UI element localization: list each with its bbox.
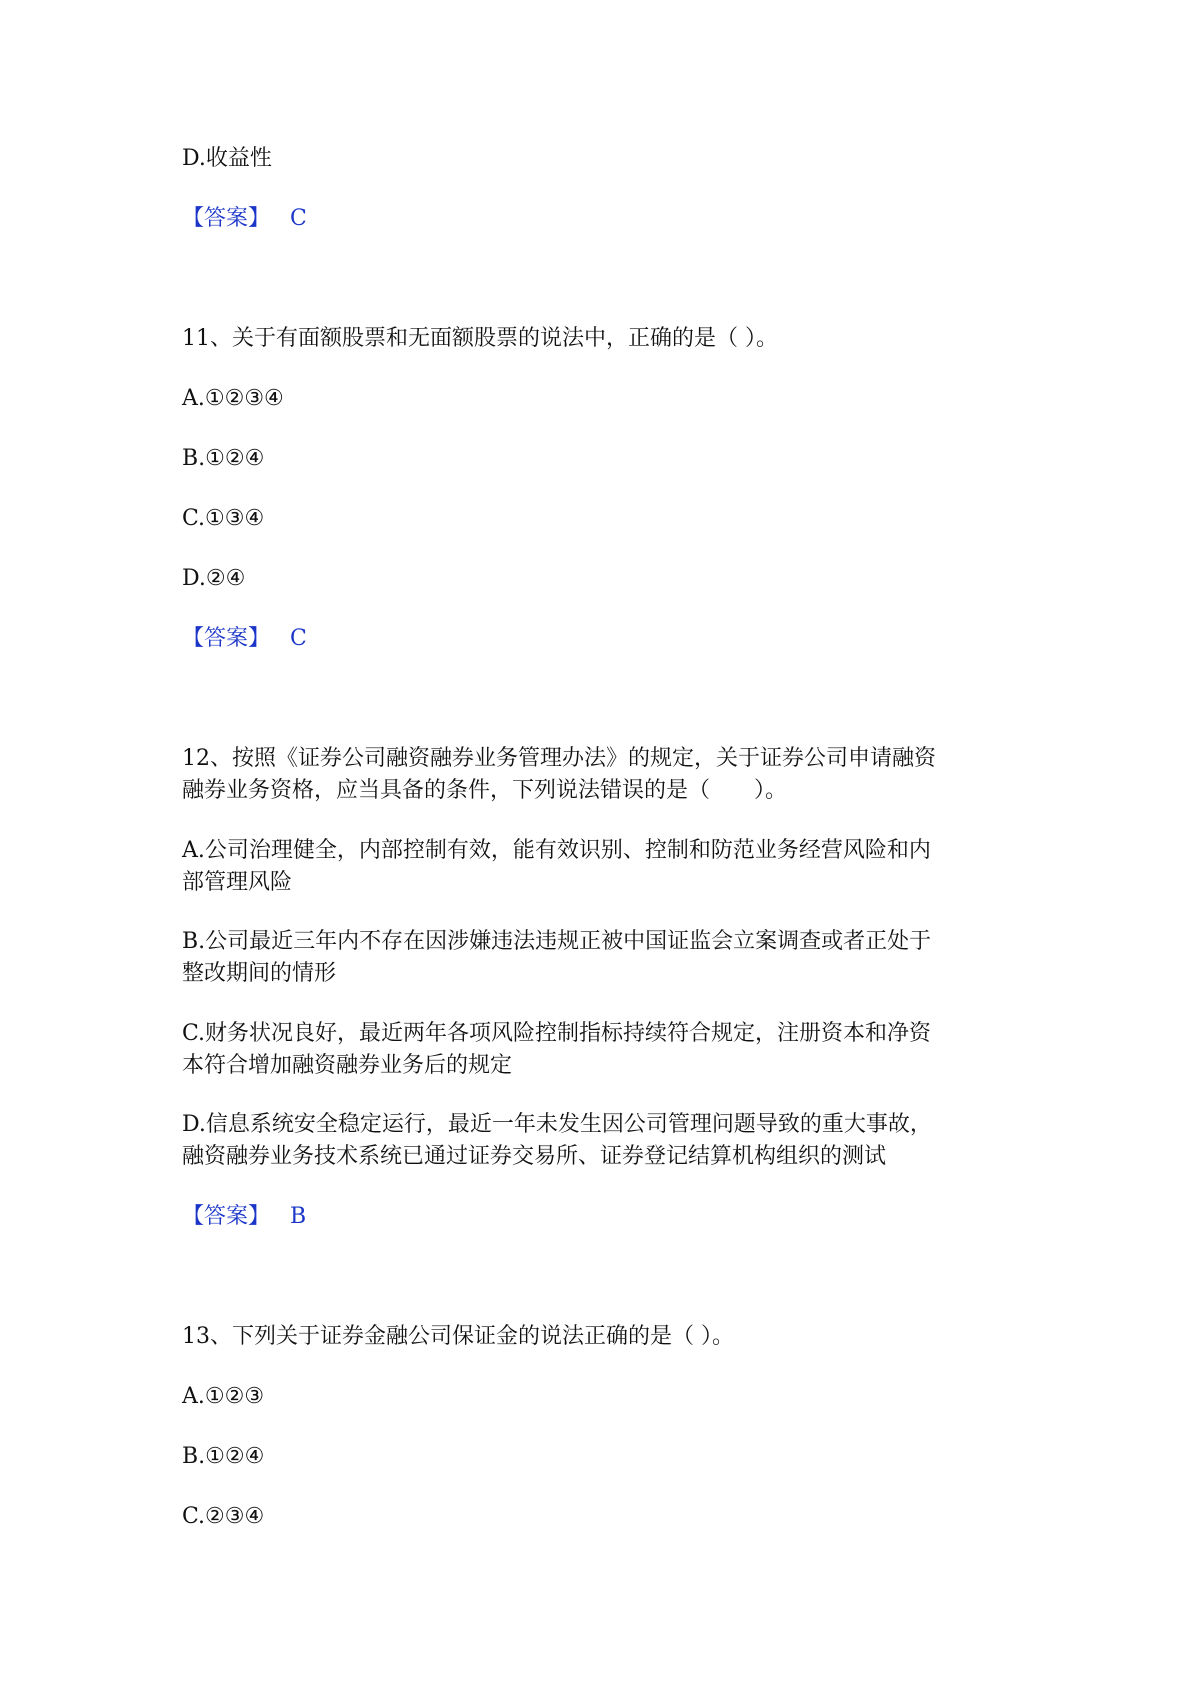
option-a-q12-line1: A.公司治理健全，内部控制有效，能有效识别、控制和防范业务经营风险和内 xyxy=(182,838,931,863)
answer-label: 【答案】 xyxy=(182,206,271,231)
option-a-q13: A.①②③ xyxy=(182,1384,265,1409)
question-13: 13、下列关于证券金融公司保证金的说法正确的是（ ）。 xyxy=(182,1324,734,1349)
answer-q10 xyxy=(182,203,307,235)
question-11: 11、关于有面额股票和无面额股票的说法中，正确的是（ ）。 xyxy=(182,326,778,351)
option-c-q12-line2: 本符合增加融资融券业务后的规定 xyxy=(182,1053,513,1078)
option-b-q13: B.①②④ xyxy=(182,1444,265,1469)
answer-value: C xyxy=(290,206,307,231)
answer-value: B xyxy=(290,1204,307,1229)
option-d-q12-line2: 融资融券业务技术系统已通过证券交易所、证券登记结算机构组织的测试 xyxy=(182,1144,887,1169)
option-a-q11: A.①②③④ xyxy=(182,386,284,411)
answer-value: C xyxy=(290,626,307,651)
answer-q12 xyxy=(182,1201,306,1233)
option-c-q13: C.②③④ xyxy=(182,1504,265,1529)
option-b-q12-line1: B.公司最近三年内不存在因涉嫌违法违规正被中国证监会立案调查或者正处于 xyxy=(182,929,932,954)
option-d-q10: D.收益性 xyxy=(182,146,272,171)
answer-label: 【答案】 xyxy=(182,626,271,651)
question-12-line2: 融券业务资格，应当具备的条件，下列说法错误的是（ ）。 xyxy=(182,778,788,803)
option-a-q12-line2: 部管理风险 xyxy=(182,870,293,895)
question-12-line1: 12、按照《证券公司融资融券业务管理办法》的规定，关于证券公司申请融资 xyxy=(182,746,936,771)
option-d-q12-line1: D.信息系统安全稳定运行，最近一年未发生因公司管理问题导致的重大事故， xyxy=(182,1112,932,1137)
option-c-q12-line1: C.财务状况良好，最近两年各项风险控制指标持续符合规定，注册资本和净资 xyxy=(182,1021,932,1046)
option-b-q11: B.①②④ xyxy=(182,446,265,471)
answer-label: 【答案】 xyxy=(182,1204,271,1229)
option-b-q12-line2: 整改期间的情形 xyxy=(182,961,337,986)
option-d-q11: D.②④ xyxy=(182,566,246,591)
answer-q11 xyxy=(182,623,307,655)
option-c-q11: C.①③④ xyxy=(182,506,265,531)
